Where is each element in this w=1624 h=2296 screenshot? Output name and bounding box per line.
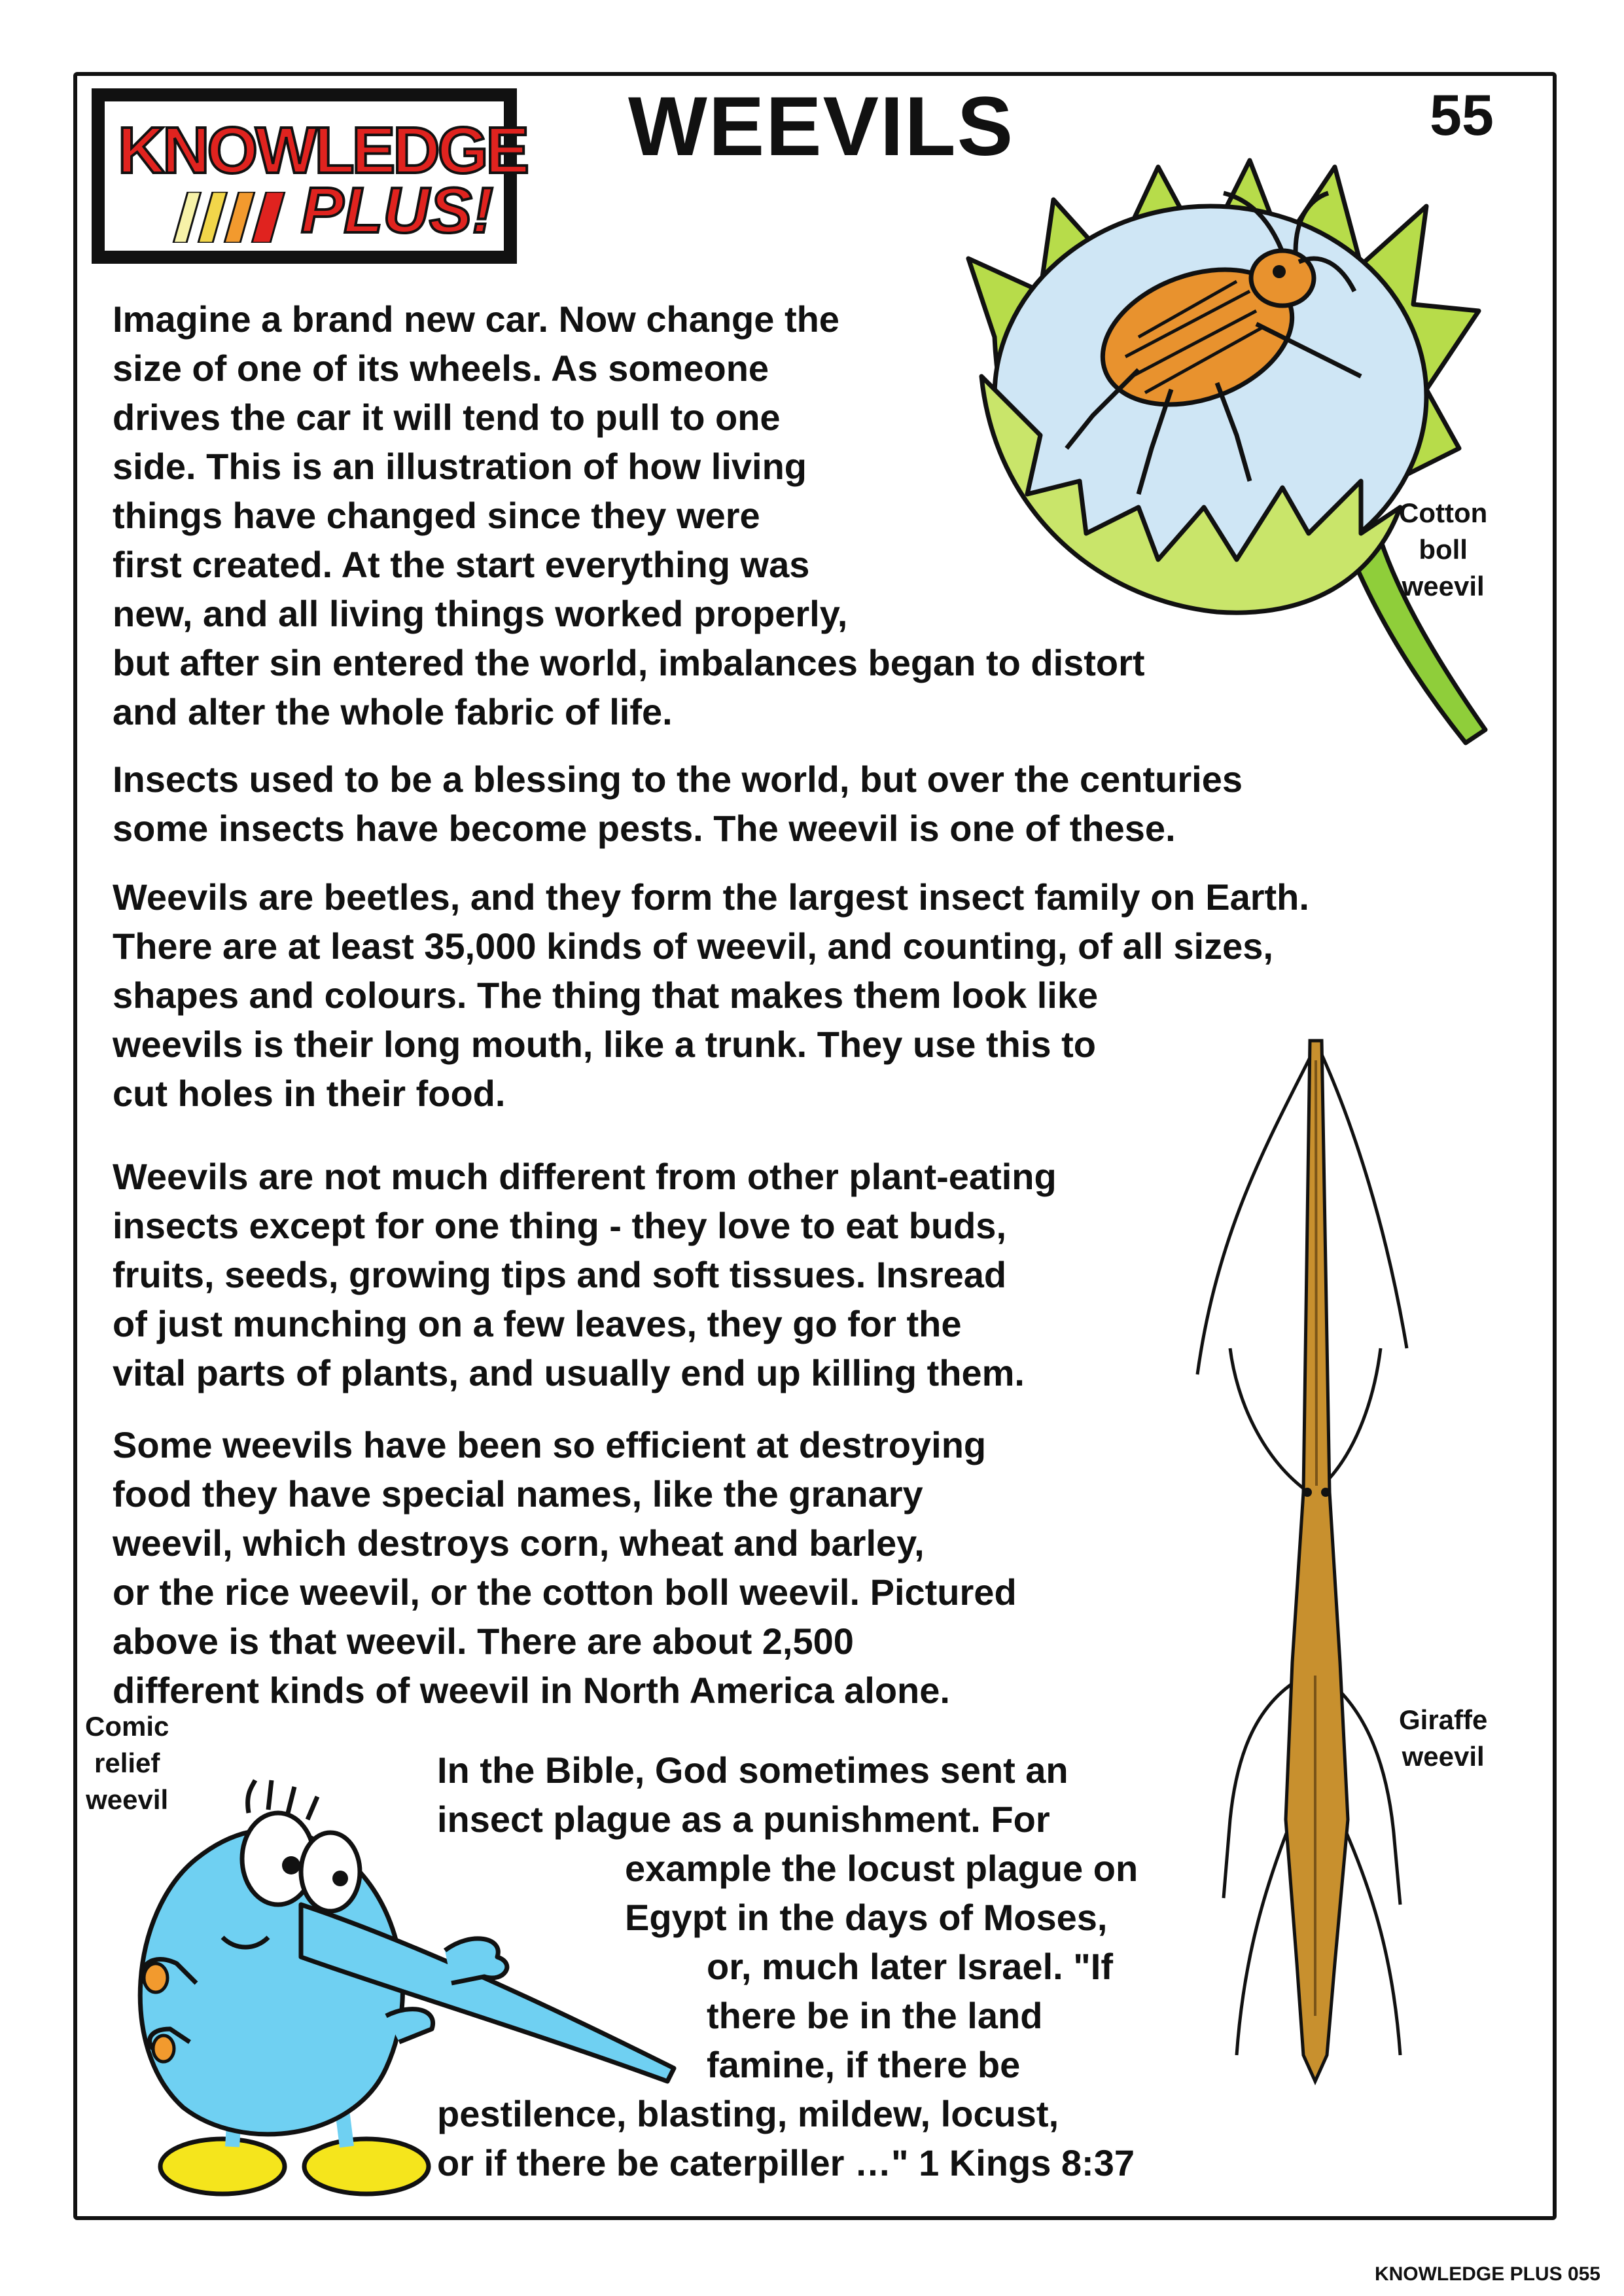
logo-line2: PLUS! [301,174,493,246]
paragraph-bible-c: or, much later Israel. "If there be in the land famine, if there be [707,1946,1114,2085]
paragraph-bible-a: In the Bible, God sometimes sent an insect plague as a punishment. For [437,1749,1068,1840]
page-footer: KNOWLEDGE PLUS 055 [1374,2263,1600,2285]
paragraph-insects-pests: Insects used to be a blessing to the world, but over the centuries some insects have become pests. The weevil is one of these. [113,759,1243,849]
paragraph-bible-d: pestilence, blasting, mildew, locust, or if there be caterpiller …" 1 Kings 8:37 [437,2093,1135,2183]
giraffe-weevil-illustration [1158,1034,1433,2147]
paragraph-intro: Imagine a brand new car. Now change the size of one of its wheels. As someone drives the car it will tend to pull to one side. This is an illustration of how living things have changed since they were first created. At the start everything was new, and all living things worked properly, but after sin entered the world, imbalances began to distort and alter the whole fabric of life. [113,298,1145,732]
logo-line1: KNOWLEDGE [118,114,527,187]
giraffe-weevil-caption: Giraffe weevil [1399,1704,1488,1772]
comic-relief-weevil-caption: Comic relief weevil [85,1711,169,1815]
knowledge-plus-logo [92,88,527,264]
paragraph-weevils-beetles: Weevils are beetles, and they form the largest insect family on Earth. There are at least 35,000 kinds of weevil, and counting, of all sizes, shapes and colours. The thing that makes them look like weevils is their long mouth, like a trunk. They use this to cut holes in their food. [113,876,1309,1114]
logo-panel [101,98,527,255]
cotton-boll-weevil-caption: Cotton boll weevil [1399,497,1488,601]
paragraph-plant-eating: Weevils are not much different from other plant-eating insects except for one thing - they love to eat buds, fruits, seeds, growing tips and soft tissues. Insread of just munching on a few leaves, they go for the vital parts of plants, and usually end up killing them. [113,1156,1057,1393]
paragraph-special-names: Some weevils have been so efficient at destroying food they have special names, like the granary weevil, which destroys corn, wheat and barley, or the rice weevil, or the cotton boll weevil. Pictured above is that weevil. There are about 2,500 different kinds of weevil in North America alone. [113,1424,1017,1711]
logo-stripes-icon [167,192,304,243]
page-title: WEEVILS [628,80,1015,173]
page-number: 55 [1430,82,1494,147]
paragraph-bible-b: example the locust plague on Egypt in the days of Moses, [625,1848,1139,1938]
